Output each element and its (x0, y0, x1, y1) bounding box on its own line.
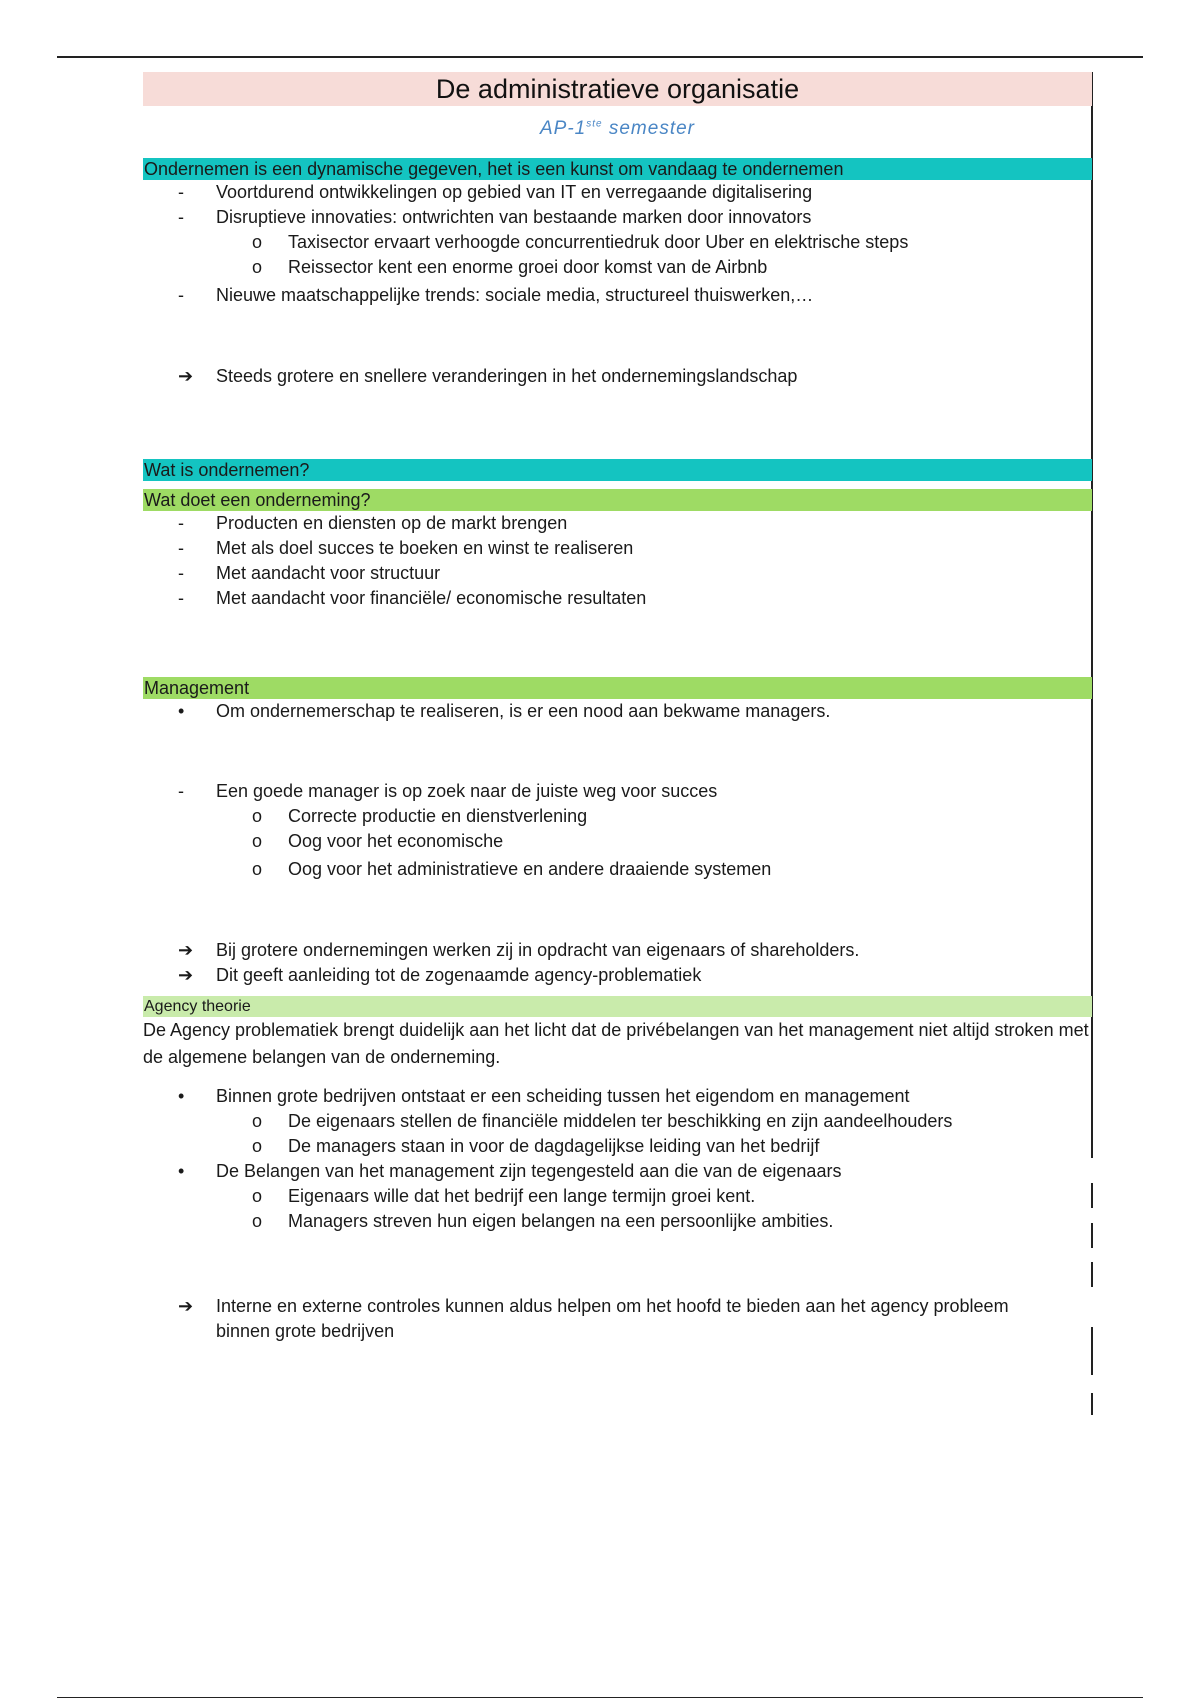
sub-list-item: o Taxisector ervaart verhoogde concurrentiedruk door Uber en elektrische steps (252, 232, 909, 252)
list-item: - Nieuwe maatschappelijke trends: sociale media, structureel thuiswerken,… (178, 285, 814, 305)
list-item: - Met als doel succes te boeken en winst te realiseren (178, 538, 634, 558)
section-heading-ondernemen: Ondernemen is een dynamische gegeven, het is een kunst om vandaag te ondernemen (143, 158, 1092, 180)
list-item: - Disruptieve innovaties: ontwrichten van bestaande marken door innovators (178, 207, 812, 227)
paragraph: De Agency problematiek brengt duidelijk aan het licht dat de privébelangen van het management niet altijd stroken met de algemene belangen van de onderneming. (143, 1020, 1089, 1067)
section-subheading-onderneming: Wat doet een onderneming? (143, 489, 1092, 511)
top-rule (57, 56, 1143, 58)
conclusion-item: ➔ Bij grotere ondernemingen werken zij in opdracht van eigenaars of shareholders. (143, 938, 1092, 963)
conclusion-item: ➔ Dit geeft aanleiding tot de zogenaamde agency-problematiek (143, 963, 1092, 988)
sub-list-item: o Managers streven hun eigen belangen na een persoonlijke ambities. (252, 1211, 834, 1231)
sub-list-item: o Oog voor het economische (252, 831, 504, 851)
arrow-icon: ➔ (178, 965, 194, 985)
arrow-icon: ➔ (178, 1296, 194, 1316)
list-item: - Met aandacht voor financiële/ economische resultaten (178, 588, 647, 608)
sub-list-item: o Oog voor het administratieve en andere draaiende systemen (252, 859, 772, 879)
section-heading-management: Management (143, 677, 1092, 699)
list-item: - Een goede manager is op zoek naar de juiste weg voor succes (178, 781, 718, 801)
list-item: - Met aandacht voor structuur (178, 563, 441, 583)
arrow-icon: ➔ (178, 366, 194, 386)
sub-list-item: o Reissector kent een enorme groei door komst van de Airbnb (252, 257, 768, 277)
list-item: - Producten en diensten op de markt brengen (178, 513, 568, 533)
sub-list-item: o Correcte productie en dienstverlening (252, 806, 588, 826)
bottom-rule (57, 1697, 1143, 1698)
list-item: - Voortdurend ontwikkelingen op gebied van IT en verregaande digitalisering (178, 182, 813, 202)
conclusion-item: ➔ Interne en externe controles kunnen aldus helpen om het hoofd te bieden aan het agency probleem binnen grote bedrijven (178, 1296, 1009, 1341)
section-heading-wat-is-ondernemen: Wat is ondernemen? (143, 459, 1092, 481)
document-title: De administratieve organisatie (143, 72, 1092, 106)
conclusion-item: ➔ Steeds grotere en snellere veranderingen in het ondernemingslandschap (143, 364, 1092, 389)
bullet-item: • Binnen grote bedrijven ontstaat er een scheiding tussen het eigendom en management (178, 1086, 910, 1106)
section-heading-agency-theorie: Agency theorie (143, 996, 1092, 1017)
bullet-item: • Om ondernemerschap te realiseren, is er een nood aan bekwame managers. (178, 701, 831, 721)
document-subtitle: AP-1ste semester (539, 118, 695, 139)
bullet-item: • De Belangen van het management zijn tegengesteld aan die van de eigenaars (178, 1161, 842, 1181)
arrow-icon: ➔ (178, 940, 194, 960)
sub-list-item: o De managers staan in voor de dagdagelijkse leiding van het bedrijf (252, 1136, 820, 1156)
document-body (143, 72, 1092, 1344)
sub-list-item: o Eigenaars wille dat het bedrijf een lange termijn groei kent. (252, 1186, 756, 1206)
sub-list-item: o De eigenaars stellen de financiële middelen ter beschikking en zijn aandeelhouders (252, 1111, 953, 1131)
change-bar (1091, 1393, 1093, 1415)
